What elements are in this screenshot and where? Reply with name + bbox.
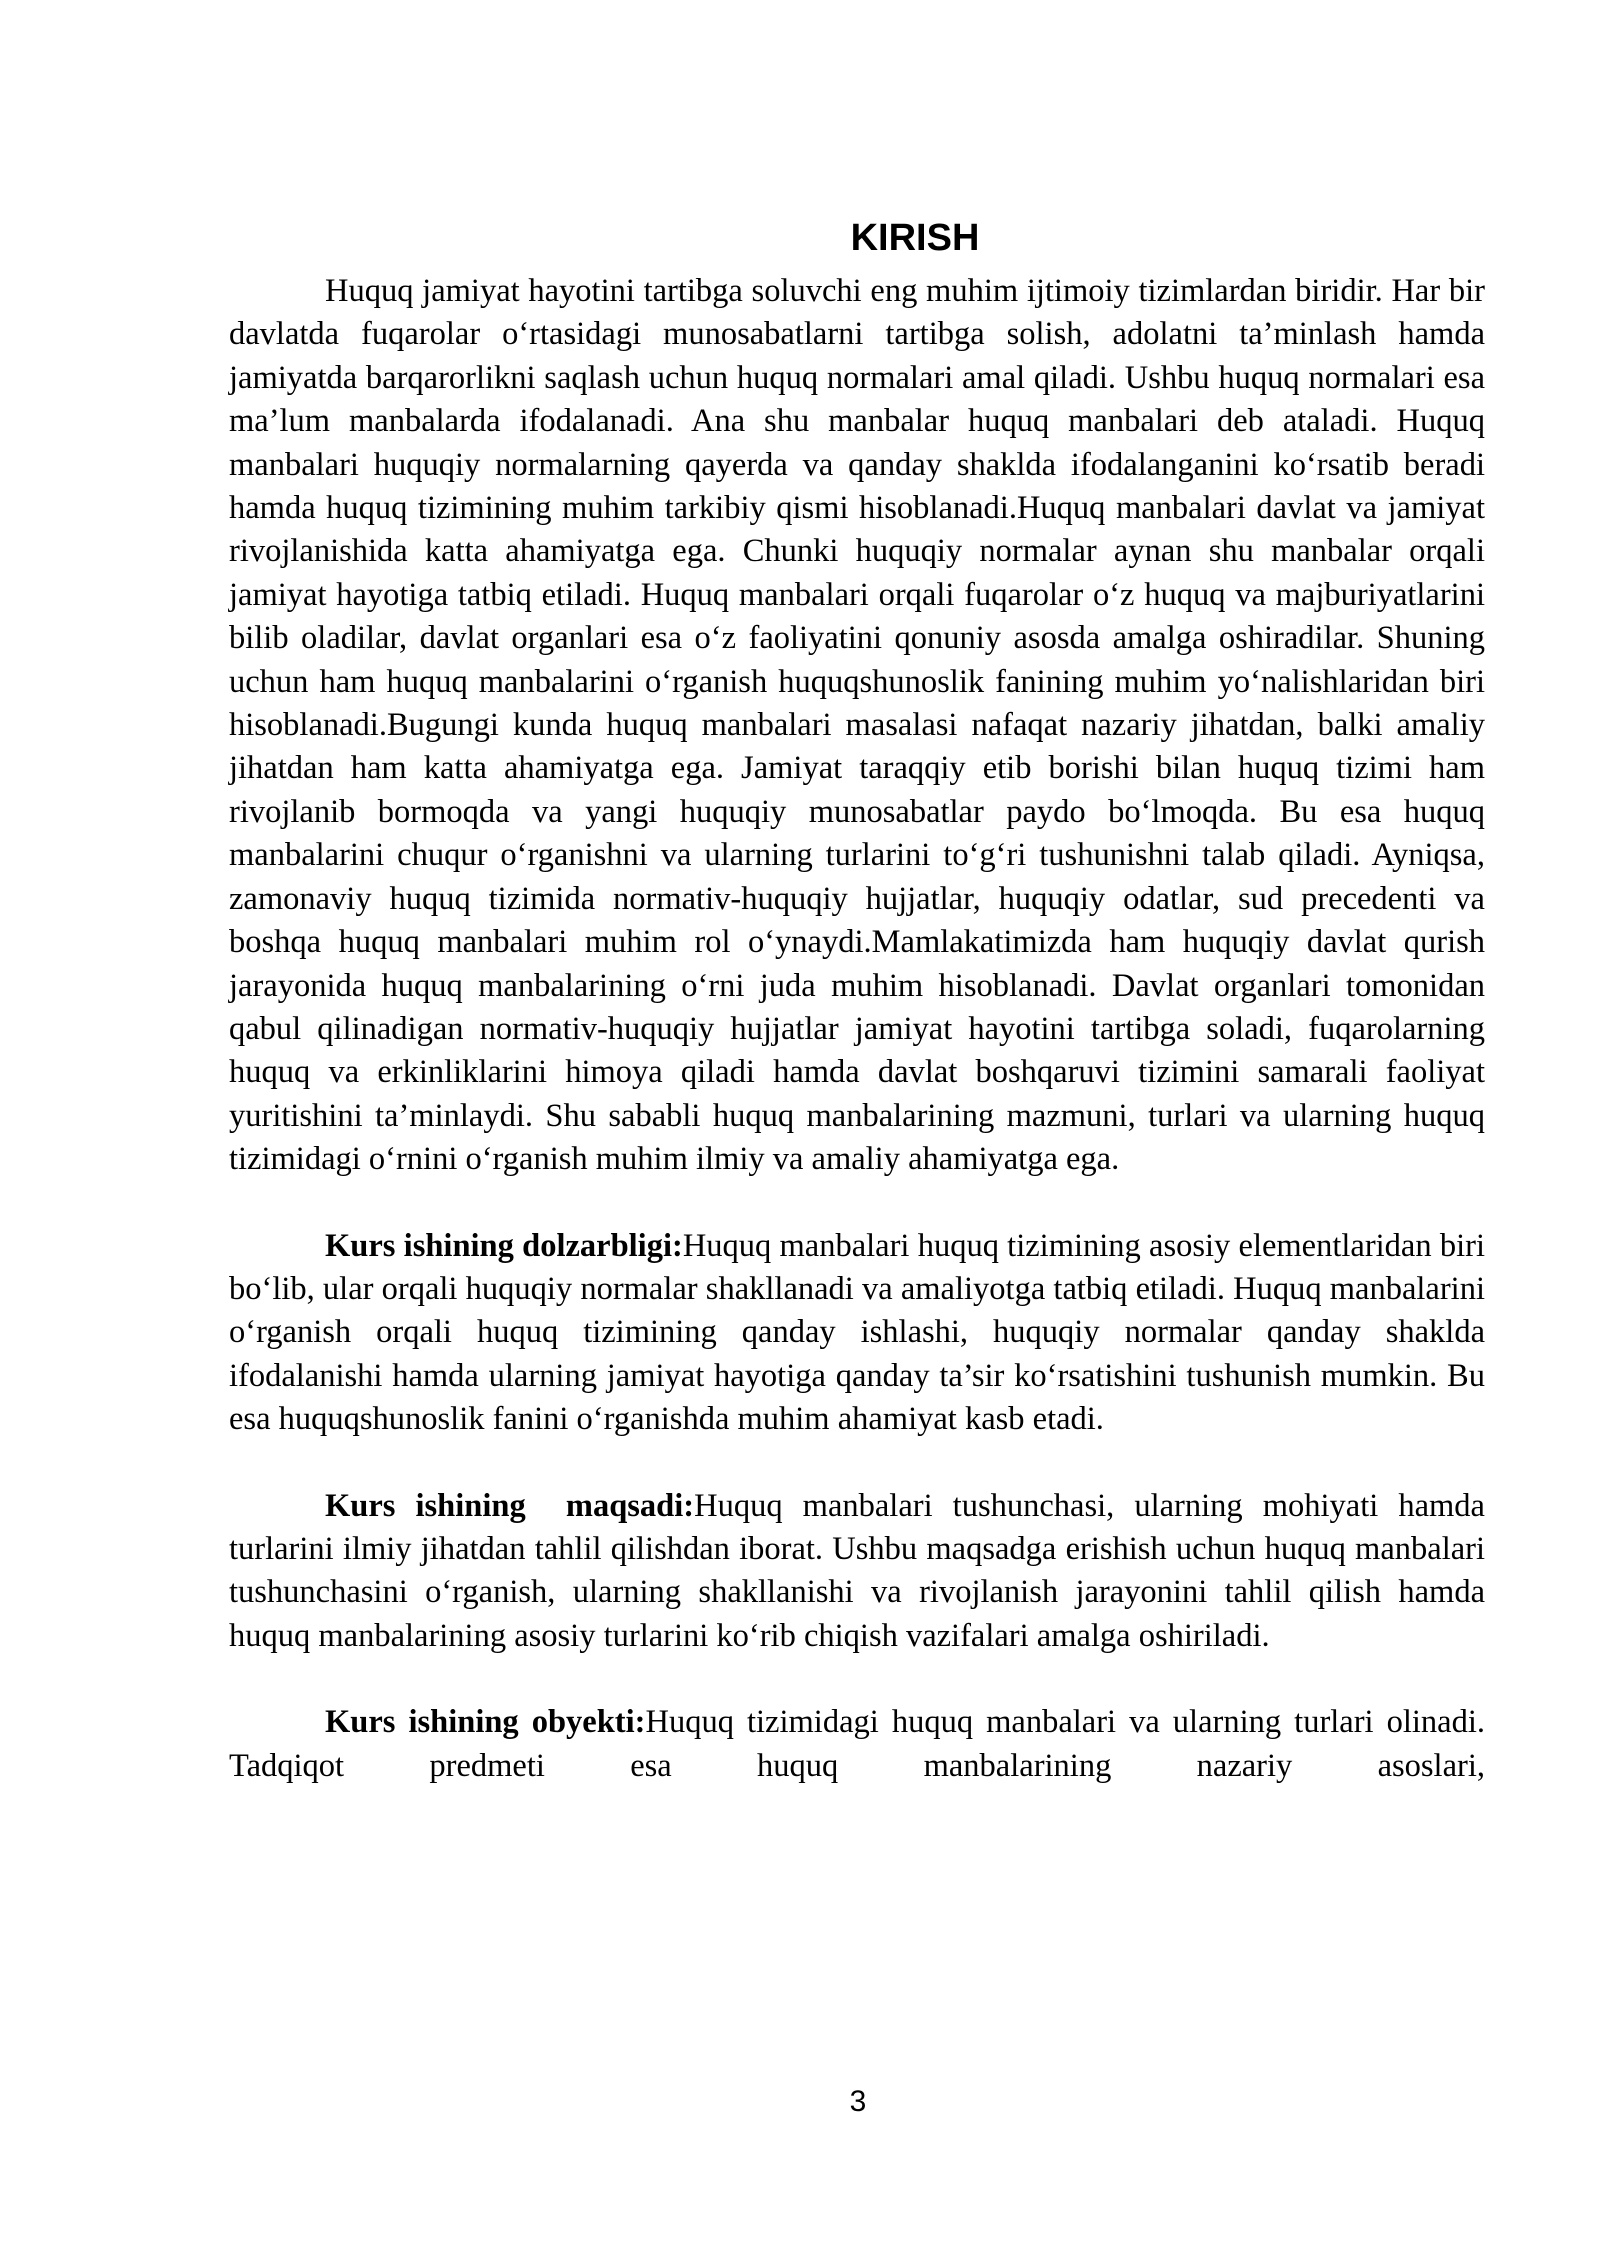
document-page [229,208,1485,1788]
goal-label: Kurs ishining maqsadi: [325,1487,695,1524]
goal-paragraph [229,1485,1485,1659]
page-number: 3 [849,2085,867,2118]
relevance-paragraph [229,1225,1485,1442]
object-label: Kurs ishining obyekti: [325,1704,646,1741]
object-paragraph [229,1701,1485,1788]
object-text: Huquq tizimidagi huquq manbalari va ularning turlari olinadi. Tadqiqot predmeti esa huquq manbalarining nazariy asoslari, [229,1704,1486,1784]
relevance-text: Huquq manbalari huquq tizimining asosiy elementlaridan biri bo‘lib, ular orqali huquqiy normalar shakllanadi va amaliyotga tatbiq etiladi. Huquq manbalarini o‘rganish orqali huquq tizimining qanday ishlashi, huquqiy normalar qanday shaklda ifodalanishi hamda ularning jamiyat hayotiga qanday ta’sir ko‘rsatishini tushunish mumkin. Bu esa huquqshunoslik fanini o‘rganishda muhim ahamiyat kasb etadi. [229,1227,1485,1438]
intro-paragraph: Huquq jamiyat hayotini tartibga soluvchi eng muhim ijtimoiy tizimlardan biridir. Har bir davlatda fuqarolar o‘rtasidagi munosabatlarni tartibga solish, adolatni ta’minlash hamda jamiyatda barqarorlikni saqlash uchun huquq normalari amal qiladi. Ushbu huquq normalari esa ma’lum manbalarda ifodalanadi. Ana shu manbalar huquq manbalari deb ataladi. Huquq manbalari huquqiy normalarning qayerda va qanday shaklda ifodalanganini ko‘rsatib beradi hamda huquq tizimining muhim tarkibiy qismi hisoblanadi.Huquq manbalari davlat va jamiyat rivojlanishida katta ahamiyatga ega. Chunki huquqiy normalar aynan shu manbalar orqali jamiyat hayotiga tatbiq etiladi. Huquq manbalari orqali fuqarolar o‘z huquq va majburiyatlarini bilib oladilar, davlat organlari esa o‘z faoliyatini qonuniy asosda amalga oshiradilar. Shuning uchun ham huquq manbalarini o‘rganish huquqshunoslik fanining muhim yo‘nalishlaridan biri hisoblanadi.Bugungi kunda huquq manbalari masalasi nafaqat nazariy jihatdan, balki amaliy jihatdan ham katta ahamiyatga ega. Jamiyat taraqqiy etib borishi bilan huquq tizimi ham rivojlanib bormoqda va yangi huquqiy munosabatlar paydo bo‘lmoqda. Bu esa huquq manbalarini chuqur o‘rganishni va ularning turlarini to‘g‘ri tushunishni talab qiladi. Ayniqsa, zamonaviy huquq tizimida normativ-huquqiy hujjatlar, huquqiy odatlar, sud precedenti va boshqa huquq manbalari muhim rol o‘ynaydi.Mamlakatimizda ham huquqiy davlat qurish jarayonida huquq manbalarining o‘rni juda muhim hisoblanadi. Davlat organlari tomonidan qabul qilinadigan normativ-huquqiy hujjatlar jamiyat hayotini tartibga soladi, fuqarolarning huquq va erkinliklarini himoya qiladi hamda davlat boshqaruvi tizimini samarali faoliyat yuritishini ta’minlaydi. Shu sababli huquq manbalarining mazmuni, turlari va ularning huquq tizimidagi o‘rnini o‘rganish muhim ilmiy va amaliy ahamiyatga ega. [229,273,1485,1178]
goal-text: Huquq manbalari tushunchasi, ularning mohiyati hamda turlarini ilmiy jihatdan tahlil qilishdan iborat. Ushbu maqsadga erishish uchun huquq manbalari tushunchasini o‘rganish, ularning shakllanishi va rivojlanish jarayonini tahlil qilish hamda huquq manbalarining asosiy turlarini ko‘rib chiqish vazifalari amalga oshiriladi. [229,1487,1485,1654]
relevance-label: Kurs ishining dolzarbligi: [325,1227,683,1264]
page-title: KIRISH [850,217,980,259]
